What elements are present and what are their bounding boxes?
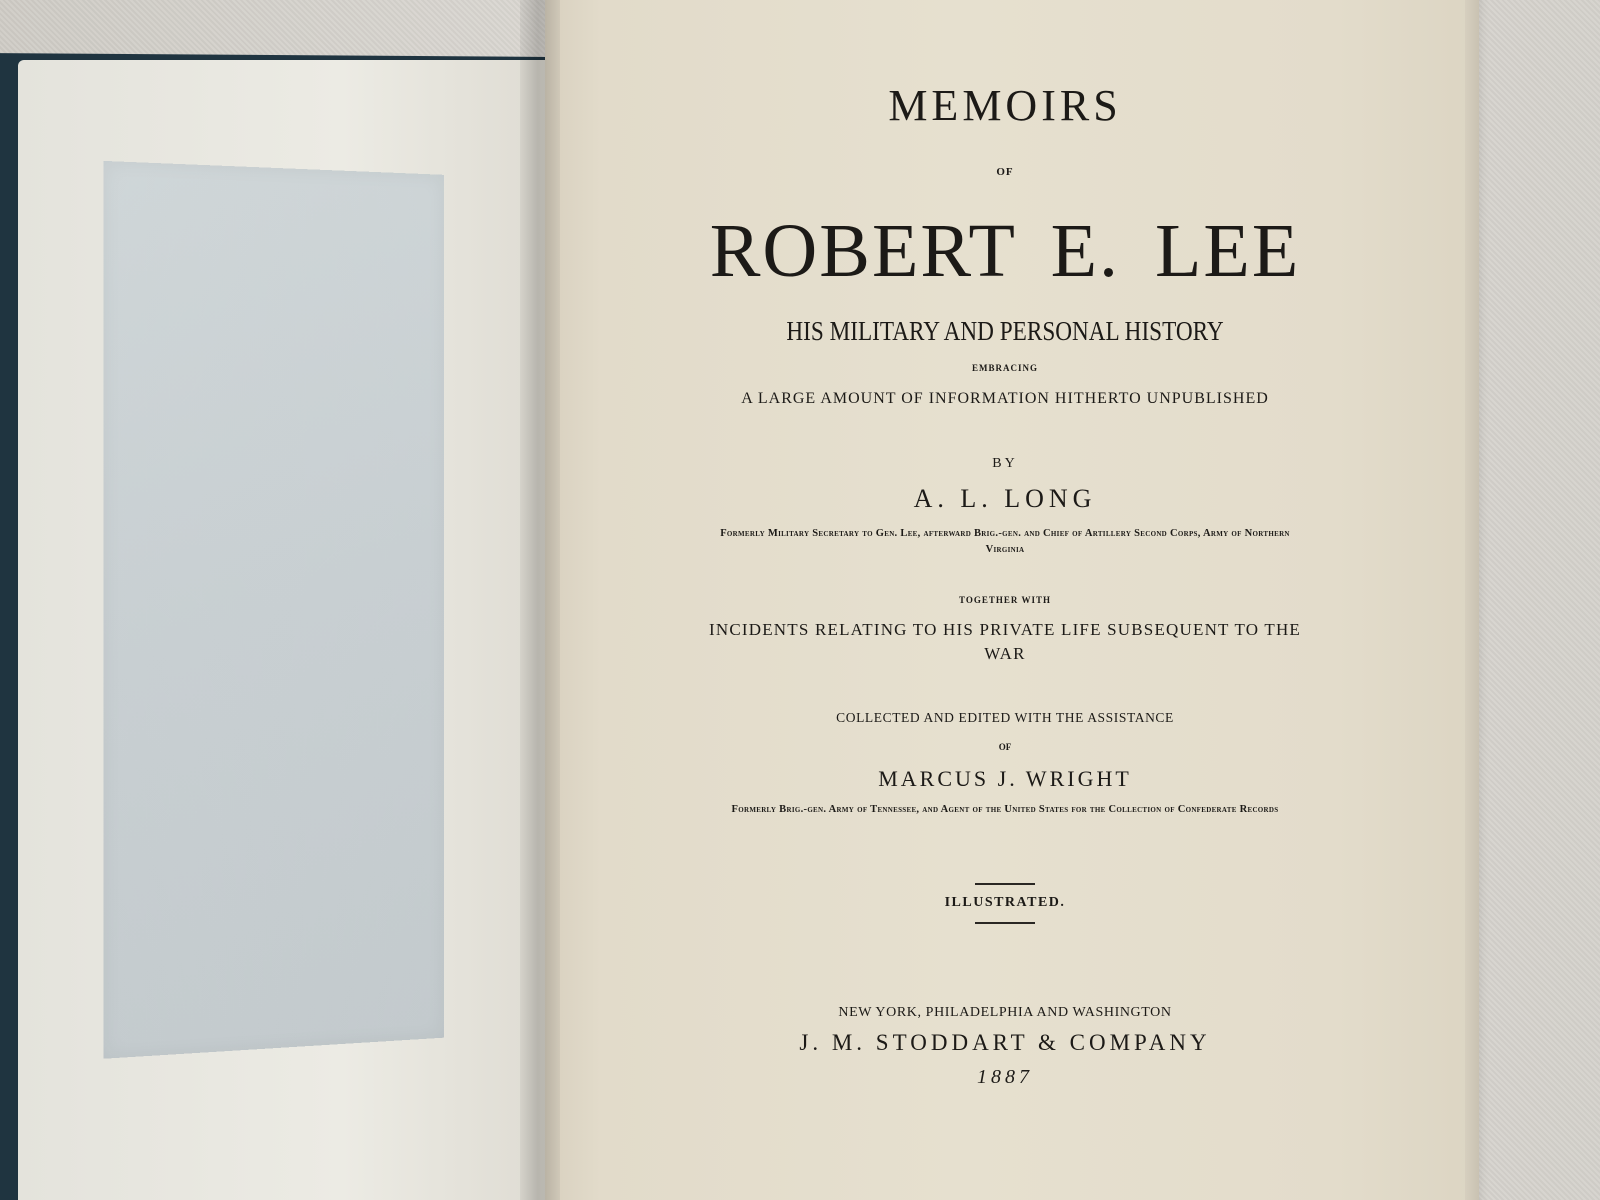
subtitle: HIS MILITARY AND PERSONAL HISTORY <box>786 316 1224 346</box>
by-label: BY <box>992 456 1018 471</box>
divider-top <box>975 883 1035 885</box>
subject-name: ROBERT E. LEE <box>709 209 1301 293</box>
page-edge <box>1465 0 1479 1200</box>
embracing-label: EMBRACING <box>971 363 1038 373</box>
editor-name: MARCUS J. WRIGHT <box>878 766 1132 791</box>
divider-bottom <box>975 922 1035 924</box>
left-page <box>18 60 558 1200</box>
incidents-line: INCIDENTS RELATING TO HIS PRIVATE LIFE SUBSEQUENT TO THE WAR <box>708 620 1302 663</box>
author-description: Formerly Military Secretary to Gen. Lee, afterward Brig.-gen. and Chief of Artillery Second Corps, Army of Northern Virginia <box>720 528 1290 555</box>
information-line: A LARGE AMOUNT OF INFORMATION HITHERTO UNPUBLISHED <box>741 390 1269 407</box>
editor-description: Formerly Brig.-gen. Army of Tennessee, and Agent of the United States for the Collection of Confederate Records <box>731 804 1279 815</box>
book-gutter <box>520 0 560 1200</box>
of-label-2: OF <box>998 742 1012 752</box>
together-with-label: TOGETHER WITH <box>959 595 1051 605</box>
publication-year: 1887 <box>977 1066 1033 1088</box>
publisher-name: J. M. STODDART & COMPANY <box>799 1030 1211 1055</box>
collected-line: COLLECTED AND EDITED WITH THE ASSISTANCE <box>836 710 1174 725</box>
author-name: A. L. LONG <box>913 484 1097 513</box>
of-label: OF <box>996 166 1014 178</box>
main-title: MEMOIRS <box>888 81 1122 130</box>
tissue-guard <box>103 161 443 1059</box>
illustrated-label: ILLUSTRATED. <box>944 895 1066 910</box>
cities-line: NEW YORK, PHILADELPHIA AND WASHINGTON <box>838 1005 1172 1020</box>
